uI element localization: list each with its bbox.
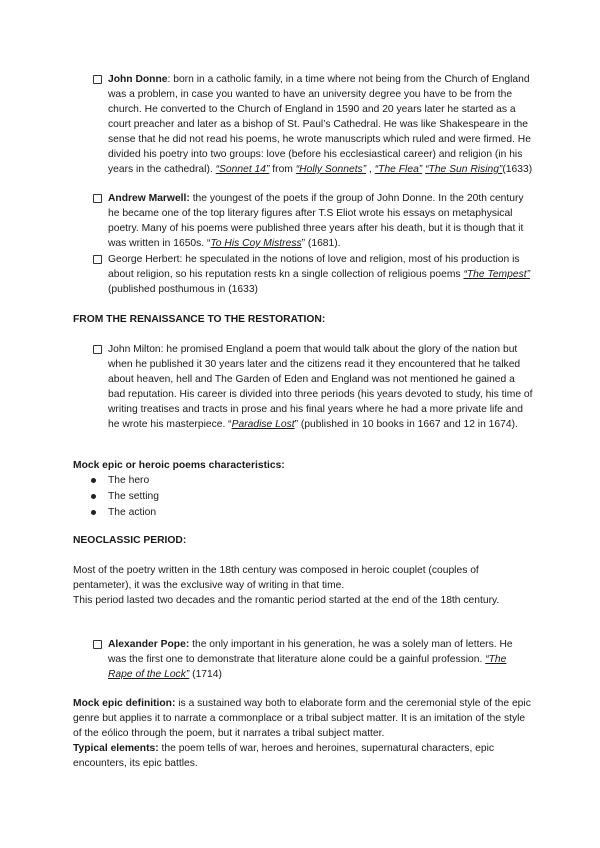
bullet-icon: [91, 494, 96, 499]
work-link[interactable]: “Holly Sonnets”: [295, 164, 367, 175]
list-item: The setting: [73, 489, 159, 505]
bullet-icon: [91, 478, 96, 483]
marvell-name: Andrew Marwell:: [108, 193, 190, 204]
typical-elements: Typical elements: the poem tells of war, heroes and heroines, supernatural characters, epic encounters, its epic battles.: [73, 743, 495, 769]
list-item: The hero: [73, 473, 159, 489]
heading-neoclassic: NEOCLASSIC PERIOD:: [73, 535, 187, 546]
work-link[interactable]: To His Coy Mistress: [210, 238, 302, 249]
work-link[interactable]: “The Rape of the Lock”: [108, 654, 507, 680]
milton-text: John Milton: he promised England a poem that would talk about the glory of the nation but when he published it 30 years later and the citizens read it they encountered that he talked about heaven, hell and The Garden of Eden and England was not mentioned he gained a bad reputation. His career is divided into three periods (his years devoted to study, his time of writing treatises and tracts in prose and his final years where he had a more private life and he wrote his masterpiece. “Paradise Lost” (published in 10 books in 1667 and 12 in 1674).: [108, 344, 533, 430]
work-link[interactable]: Paradise Lost: [231, 419, 295, 430]
work-link[interactable]: “The Sun Rising”: [425, 164, 503, 175]
pope-text: Alexander Pope: the only important in his generation, he was a solely man of letters. He was the first one to demonstrate that literature alone could be a gainful profession. “The Rape of the Lock” (1714): [108, 639, 513, 680]
neoclassic-paragraph-1: Most of the poetry written in the 18th century was composed in heroic couplet (couples of pentameter), it was the exclusive way of writing in that time.: [73, 565, 479, 591]
work-link[interactable]: “Sonnet 14”: [215, 164, 270, 175]
list-item: The action: [73, 505, 159, 521]
checkbox[interactable]: [93, 255, 102, 264]
donne-text: John Donne: born in a catholic family, in a time where not being from the Church of England was a problem, in case you wanted to have an university degree you have to be from the church. He converted to the Church of England in 1590 and 20 years later he started as a court preacher and later as a bishop of St. Paul’s Cathedral. He was like Shakespeare in the sense that he did not read his poems, he wrote manuscripts which ruled and were firmed. He divided his poetry into two groups: love (before his ecclesiastical career) and religion (in his years in the cathedral). “Sonnet 14” from “Holly Sonnets” , “The Flea” “The Sun Rising”(1633): [108, 74, 533, 175]
herbert-text: George Herbert: he speculated in the notions of love and religion, most of his production is about religion, so his reputation rests kn a single collection of religious poems “The Tempest” (published posthumous in (1633): [108, 254, 531, 295]
work-link[interactable]: “The Tempest”: [463, 269, 531, 280]
checkbox[interactable]: [93, 640, 102, 649]
mock-epic-definition: Mock epic definition: is a sustained way both to elaborate form and the ceremonial style of the epic genre but applies it to narrate a commonplace or a tribal subject matter. It is an imitation of the style of the eólico through the poem, but it narrates a tribal subject matter.: [73, 698, 531, 739]
work-link[interactable]: “The Flea”: [374, 164, 423, 175]
neoclassic-paragraph-2: This period lasted two decades and the romantic period started at the end of the 18th century.: [73, 595, 500, 606]
pope-name: Alexander Pope:: [108, 639, 190, 650]
checkbox[interactable]: [93, 194, 102, 203]
bullet-icon: [91, 510, 96, 515]
heading-renaissance: FROM THE RENAISSANCE TO THE RESTORATION:: [73, 314, 326, 325]
heading-mock-epic: Mock epic or heroic poems characteristics:: [73, 460, 285, 471]
checkbox[interactable]: [93, 75, 102, 84]
marvell-text: Andrew Marwell: the youngest of the poets if the group of John Donne. In the 20th century he became one of the top literary figures after T.S Eliot wrote his essays on metaphysical poetry. Many of his poems were published three years after his death, but it is though that it was written in 1650s. “To His Coy Mistress” (1681).: [108, 193, 524, 249]
checkbox[interactable]: [93, 345, 102, 354]
donne-name: John Donne: [108, 74, 168, 85]
characteristics-list: [73, 473, 159, 521]
